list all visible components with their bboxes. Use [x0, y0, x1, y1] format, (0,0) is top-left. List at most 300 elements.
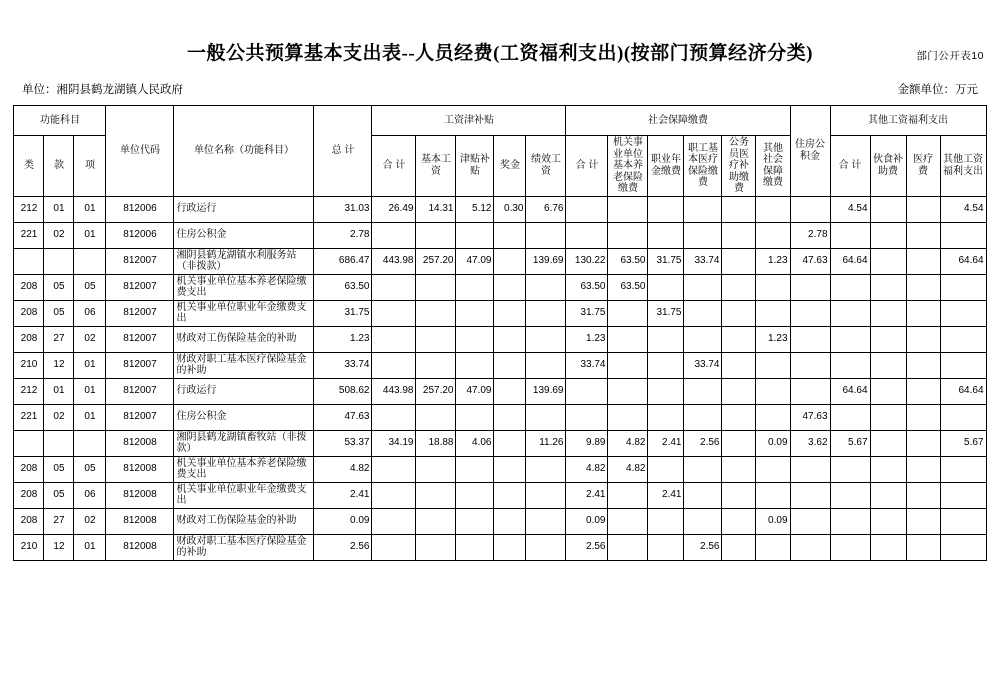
cell-social-total: 0.09 [566, 508, 608, 534]
cell-pension [608, 222, 648, 248]
cell-other-total [830, 222, 870, 248]
cell-lei: 212 [14, 196, 44, 222]
cell-other-social: 1.23 [756, 326, 790, 352]
cell-xiang: 02 [74, 508, 106, 534]
cell-occupational-annuity: 2.41 [648, 482, 684, 508]
cell-lei: 210 [14, 352, 44, 378]
cell-bonus: 0.30 [494, 196, 526, 222]
cell-lei [14, 248, 44, 274]
header-allowance: 津贴补贴 [456, 136, 494, 197]
cell-pension [608, 482, 648, 508]
cell-medical [684, 196, 722, 222]
cell-total: 63.50 [314, 274, 372, 300]
header-bonus: 奖金 [494, 136, 526, 197]
cell-other-total [830, 300, 870, 326]
cell-occupational-annuity [648, 352, 684, 378]
header-other-salary-welfare: 其他工资福利支出 [830, 106, 986, 136]
cell-salary-total [372, 482, 416, 508]
cell-other-social [756, 534, 790, 560]
cell-xiang [74, 248, 106, 274]
cell-pension: 4.82 [608, 456, 648, 482]
header-kuan: 款 [44, 136, 74, 197]
cell-total: 1.23 [314, 326, 372, 352]
cell-food-subsidy [870, 482, 906, 508]
cell-xiang: 01 [74, 378, 106, 404]
cell-kuan: 12 [44, 534, 74, 560]
table-row [14, 352, 986, 378]
cell-salary-total: 443.98 [372, 248, 416, 274]
cell-other-welfare [940, 222, 986, 248]
cell-medical-fee [906, 534, 940, 560]
cell-housing-fund [790, 378, 830, 404]
cell-allowance [456, 508, 494, 534]
cell-other-total [830, 404, 870, 430]
cell-housing-fund: 2.78 [790, 222, 830, 248]
header-other-social: 其他社会保障缴费 [756, 136, 790, 197]
header-occupational-annuity: 职业年金缴费 [648, 136, 684, 197]
cell-xiang: 01 [74, 196, 106, 222]
cell-salary-total: 26.49 [372, 196, 416, 222]
header-social-total: 合 计 [566, 136, 608, 197]
cell-performance-salary [526, 404, 566, 430]
cell-occupational-annuity [648, 196, 684, 222]
cell-total: 2.56 [314, 534, 372, 560]
cell-xiang: 06 [74, 300, 106, 326]
budget-table [13, 105, 986, 561]
cell-housing-fund [790, 456, 830, 482]
cell-medical-fee [906, 326, 940, 352]
cell-basic-salary: 18.88 [416, 430, 456, 456]
cell-social-total: 130.22 [566, 248, 608, 274]
cell-social-total [566, 378, 608, 404]
cell-other-social: 1.23 [756, 248, 790, 274]
cell-medical-fee [906, 482, 940, 508]
cell-total: 2.78 [314, 222, 372, 248]
cell-occupational-annuity [648, 378, 684, 404]
cell-lei: 208 [14, 456, 44, 482]
header-food-subsidy: 伙食补助费 [870, 136, 906, 197]
cell-civil-servant-medical [722, 248, 756, 274]
header-performance-salary: 绩效工资 [526, 136, 566, 197]
cell-pension: 63.50 [608, 274, 648, 300]
cell-xiang: 01 [74, 404, 106, 430]
cell-performance-salary: 6.76 [526, 196, 566, 222]
cell-other-social: 0.09 [756, 508, 790, 534]
cell-lei: 208 [14, 300, 44, 326]
table-row [14, 222, 986, 248]
cell-food-subsidy [870, 274, 906, 300]
cell-occupational-annuity [648, 274, 684, 300]
cell-civil-servant-medical [722, 404, 756, 430]
cell-occupational-annuity [648, 534, 684, 560]
cell-performance-salary [526, 482, 566, 508]
cell-social-total [566, 222, 608, 248]
cell-kuan: 05 [44, 456, 74, 482]
cell-bonus [494, 456, 526, 482]
cell-other-total [830, 508, 870, 534]
cell-performance-salary: 139.69 [526, 378, 566, 404]
cell-other-total: 64.64 [830, 248, 870, 274]
cell-pension [608, 352, 648, 378]
cell-civil-servant-medical [722, 222, 756, 248]
header-other-total: 合 计 [830, 136, 870, 197]
cell-performance-salary [526, 300, 566, 326]
table-row [14, 300, 986, 326]
cell-pension [608, 196, 648, 222]
cell-medical [684, 456, 722, 482]
cell-total: 33.74 [314, 352, 372, 378]
cell-unit-code: 812007 [106, 378, 174, 404]
header-total: 总 计 [314, 106, 372, 197]
cell-food-subsidy [870, 222, 906, 248]
cell-food-subsidy [870, 352, 906, 378]
cell-performance-salary [526, 326, 566, 352]
cell-other-welfare: 5.67 [940, 430, 986, 456]
cell-occupational-annuity: 31.75 [648, 248, 684, 274]
cell-total: 31.75 [314, 300, 372, 326]
cell-medical: 33.74 [684, 352, 722, 378]
cell-unit-code: 812007 [106, 326, 174, 352]
header-social-insurance: 社会保障缴费 [566, 106, 790, 136]
cell-unit-code: 812008 [106, 456, 174, 482]
cell-food-subsidy [870, 456, 906, 482]
cell-social-total: 31.75 [566, 300, 608, 326]
cell-salary-total [372, 404, 416, 430]
cell-social-total: 33.74 [566, 352, 608, 378]
cell-housing-fund: 47.63 [790, 248, 830, 274]
cell-allowance [456, 222, 494, 248]
cell-performance-salary: 11.26 [526, 430, 566, 456]
cell-bonus [494, 222, 526, 248]
cell-medical-fee [906, 222, 940, 248]
cell-salary-total: 443.98 [372, 378, 416, 404]
cell-kuan [44, 430, 74, 456]
cell-other-social [756, 222, 790, 248]
cell-social-total [566, 404, 608, 430]
cell-salary-total [372, 326, 416, 352]
cell-occupational-annuity [648, 456, 684, 482]
cell-basic-salary [416, 352, 456, 378]
cell-other-welfare [940, 352, 986, 378]
cell-kuan: 12 [44, 352, 74, 378]
cell-other-welfare [940, 326, 986, 352]
header-pension: 机关事业单位基本养老保险缴费 [608, 136, 648, 197]
cell-basic-salary [416, 274, 456, 300]
header-unit-code: 单位代码 [106, 106, 174, 197]
header-xiang: 项 [74, 136, 106, 197]
header-lei: 类 [14, 136, 44, 197]
cell-medical [684, 378, 722, 404]
cell-social-total: 63.50 [566, 274, 608, 300]
cell-performance-salary [526, 456, 566, 482]
page-label: 部门公开表10 [916, 50, 984, 62]
cell-xiang: 05 [74, 456, 106, 482]
table-row [14, 196, 986, 222]
cell-lei: 208 [14, 274, 44, 300]
subtitle-row [0, 81, 1000, 97]
cell-civil-servant-medical [722, 274, 756, 300]
cell-other-social [756, 274, 790, 300]
cell-lei: 208 [14, 508, 44, 534]
cell-xiang: 01 [74, 534, 106, 560]
table-header-row-1 [14, 106, 986, 136]
cell-other-social [756, 404, 790, 430]
table-row [14, 326, 986, 352]
cell-occupational-annuity [648, 404, 684, 430]
cell-unit-name: 财政对工伤保险基金的补助 [174, 326, 314, 352]
cell-civil-servant-medical [722, 326, 756, 352]
cell-total: 53.37 [314, 430, 372, 456]
cell-basic-salary: 257.20 [416, 378, 456, 404]
cell-allowance [456, 352, 494, 378]
header-medical: 职工基本医疗保险缴费 [684, 136, 722, 197]
cell-civil-servant-medical [722, 196, 756, 222]
cell-unit-name: 住房公积金 [174, 404, 314, 430]
cell-total: 686.47 [314, 248, 372, 274]
cell-kuan: 27 [44, 326, 74, 352]
cell-allowance [456, 482, 494, 508]
cell-medical-fee [906, 508, 940, 534]
cell-bonus [494, 508, 526, 534]
cell-basic-salary: 14.31 [416, 196, 456, 222]
cell-kuan: 02 [44, 404, 74, 430]
header-medical-fee: 医疗费 [906, 136, 940, 197]
cell-bonus [494, 404, 526, 430]
cell-basic-salary [416, 508, 456, 534]
cell-housing-fund [790, 482, 830, 508]
cell-unit-name: 机关事业单位职业年金缴费支出 [174, 482, 314, 508]
cell-performance-salary [526, 508, 566, 534]
cell-pension [608, 378, 648, 404]
cell-housing-fund: 3.62 [790, 430, 830, 456]
table-row [14, 456, 986, 482]
cell-other-social [756, 378, 790, 404]
cell-salary-total: 34.19 [372, 430, 416, 456]
cell-civil-servant-medical [722, 300, 756, 326]
cell-occupational-annuity [648, 222, 684, 248]
cell-unit-name: 机关事业单位基本养老保险缴费支出 [174, 456, 314, 482]
cell-other-welfare [940, 300, 986, 326]
cell-unit-code: 812008 [106, 534, 174, 560]
cell-other-social: 0.09 [756, 430, 790, 456]
cell-basic-salary [416, 222, 456, 248]
cell-kuan: 01 [44, 196, 74, 222]
cell-medical-fee [906, 404, 940, 430]
cell-allowance [456, 534, 494, 560]
table-body [14, 196, 986, 560]
cell-allowance [456, 404, 494, 430]
cell-kuan: 05 [44, 274, 74, 300]
cell-basic-salary [416, 482, 456, 508]
cell-food-subsidy [870, 300, 906, 326]
cell-salary-total [372, 534, 416, 560]
cell-food-subsidy [870, 196, 906, 222]
cell-lei: 221 [14, 222, 44, 248]
table-row [14, 482, 986, 508]
cell-total: 508.62 [314, 378, 372, 404]
cell-other-welfare [940, 404, 986, 430]
cell-other-welfare [940, 456, 986, 482]
cell-kuan: 27 [44, 508, 74, 534]
cell-civil-servant-medical [722, 534, 756, 560]
cell-bonus [494, 274, 526, 300]
cell-other-total [830, 482, 870, 508]
table-row [14, 430, 986, 456]
cell-occupational-annuity: 2.41 [648, 430, 684, 456]
cell-food-subsidy [870, 430, 906, 456]
cell-medical [684, 274, 722, 300]
page-title: 一般公共预算基本支出表--人员经费(工资福利支出)(按部门预算经济分类) [187, 43, 813, 64]
cell-social-total: 4.82 [566, 456, 608, 482]
cell-bonus [494, 378, 526, 404]
cell-other-welfare: 64.64 [940, 378, 986, 404]
header-basic-salary: 基本工资 [416, 136, 456, 197]
cell-unit-code: 812007 [106, 352, 174, 378]
cell-other-social [756, 300, 790, 326]
cell-social-total: 1.23 [566, 326, 608, 352]
cell-kuan: 01 [44, 378, 74, 404]
cell-other-social [756, 352, 790, 378]
cell-bonus [494, 482, 526, 508]
cell-xiang: 01 [74, 222, 106, 248]
cell-unit-name: 机关事业单位职业年金缴费支出 [174, 300, 314, 326]
table-row [14, 404, 986, 430]
cell-lei: 210 [14, 534, 44, 560]
cell-salary-total [372, 508, 416, 534]
table-row [14, 534, 986, 560]
cell-other-social [756, 456, 790, 482]
header-unit-name: 单位名称（功能科目） [174, 106, 314, 197]
cell-pension: 63.50 [608, 248, 648, 274]
cell-allowance: 5.12 [456, 196, 494, 222]
cell-lei: 208 [14, 482, 44, 508]
cell-housing-fund: 47.63 [790, 404, 830, 430]
cell-bonus [494, 326, 526, 352]
cell-food-subsidy [870, 248, 906, 274]
cell-xiang: 01 [74, 352, 106, 378]
cell-bonus [494, 430, 526, 456]
header-salary-allowance: 工资津补贴 [372, 106, 566, 136]
cell-unit-name: 行政运行 [174, 378, 314, 404]
cell-housing-fund [790, 196, 830, 222]
cell-basic-salary: 257.20 [416, 248, 456, 274]
cell-unit-code: 812008 [106, 508, 174, 534]
cell-pension [608, 508, 648, 534]
cell-kuan: 05 [44, 300, 74, 326]
cell-allowance [456, 456, 494, 482]
header-function-subject: 功能科目 [14, 106, 106, 136]
cell-housing-fund [790, 534, 830, 560]
cell-unit-name: 湘阴县鹤龙湖镇畜牧站（非拨款） [174, 430, 314, 456]
cell-civil-servant-medical [722, 352, 756, 378]
cell-medical-fee [906, 274, 940, 300]
cell-performance-salary [526, 274, 566, 300]
cell-allowance [456, 300, 494, 326]
cell-unit-code: 812008 [106, 482, 174, 508]
cell-medical [684, 326, 722, 352]
cell-salary-total [372, 274, 416, 300]
cell-unit-code: 812007 [106, 274, 174, 300]
cell-lei: 221 [14, 404, 44, 430]
cell-kuan: 05 [44, 482, 74, 508]
cell-unit-code: 812006 [106, 222, 174, 248]
cell-housing-fund [790, 508, 830, 534]
cell-basic-salary [416, 404, 456, 430]
cell-other-welfare: 64.64 [940, 248, 986, 274]
cell-medical [684, 404, 722, 430]
cell-social-total: 2.41 [566, 482, 608, 508]
cell-social-total: 2.56 [566, 534, 608, 560]
cell-other-total: 4.54 [830, 196, 870, 222]
cell-medical [684, 482, 722, 508]
cell-pension [608, 300, 648, 326]
cell-social-total [566, 196, 608, 222]
cell-other-total: 64.64 [830, 378, 870, 404]
cell-lei [14, 430, 44, 456]
cell-bonus [494, 248, 526, 274]
cell-unit-code: 812006 [106, 196, 174, 222]
cell-allowance: 4.06 [456, 430, 494, 456]
cell-social-total: 9.89 [566, 430, 608, 456]
cell-total: 2.41 [314, 482, 372, 508]
cell-kuan [44, 248, 74, 274]
cell-food-subsidy [870, 508, 906, 534]
cell-medical: 2.56 [684, 430, 722, 456]
cell-medical: 33.74 [684, 248, 722, 274]
cell-other-welfare [940, 274, 986, 300]
cell-lei: 212 [14, 378, 44, 404]
cell-other-welfare [940, 482, 986, 508]
unit-name-label: 单位：湘阴县鹤龙湖镇人民政府 [22, 84, 183, 96]
cell-other-total [830, 534, 870, 560]
cell-xiang: 05 [74, 274, 106, 300]
cell-unit-name: 行政运行 [174, 196, 314, 222]
cell-unit-code: 812007 [106, 300, 174, 326]
cell-other-social [756, 482, 790, 508]
cell-other-social [756, 196, 790, 222]
cell-civil-servant-medical [722, 378, 756, 404]
cell-food-subsidy [870, 378, 906, 404]
cell-allowance [456, 326, 494, 352]
cell-occupational-annuity [648, 508, 684, 534]
cell-unit-name: 机关事业单位基本养老保险缴费支出 [174, 274, 314, 300]
cell-pension: 4.82 [608, 430, 648, 456]
cell-pension [608, 404, 648, 430]
cell-performance-salary [526, 352, 566, 378]
cell-medical [684, 508, 722, 534]
cell-other-total [830, 352, 870, 378]
cell-housing-fund [790, 300, 830, 326]
cell-basic-salary [416, 456, 456, 482]
cell-occupational-annuity [648, 326, 684, 352]
cell-salary-total [372, 456, 416, 482]
cell-bonus [494, 300, 526, 326]
cell-total: 0.09 [314, 508, 372, 534]
cell-civil-servant-medical [722, 482, 756, 508]
cell-pension [608, 534, 648, 560]
table-row [14, 248, 986, 274]
cell-civil-servant-medical [722, 508, 756, 534]
document-page [0, 38, 1000, 673]
cell-kuan: 02 [44, 222, 74, 248]
cell-performance-salary: 139.69 [526, 248, 566, 274]
cell-xiang [74, 430, 106, 456]
cell-basic-salary [416, 534, 456, 560]
table-row [14, 508, 986, 534]
header-civil-servant-medical: 公务员医疗补助缴费 [722, 136, 756, 197]
cell-salary-total [372, 300, 416, 326]
table-row [14, 274, 986, 300]
